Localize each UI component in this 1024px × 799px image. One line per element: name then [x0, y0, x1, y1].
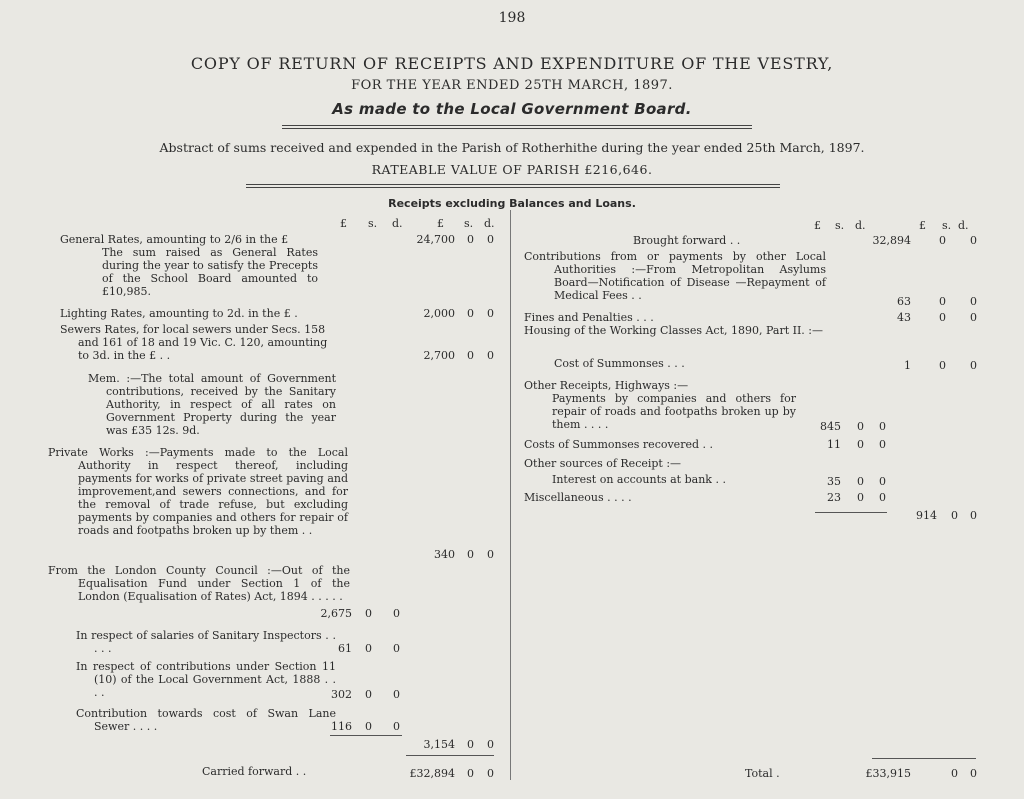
summonses-recovered-shillings: 0 [857, 438, 864, 451]
lcc-label: From the London County Council :—Out of the Equalisation Fund under Section 1 of the London (Equalisation of Rates) Act, 1894 . . . . . [48, 564, 350, 603]
title-line-1: COPY OF RETURN OF RECEIPTS AND EXPENDITURE OF THE VESTRY, [190, 54, 834, 73]
swan-lane-label: Contribution towards cost of Swan Lane Sewer . . . . [76, 707, 336, 733]
right-outer-shilling-header: s. [942, 219, 952, 232]
swan-lane-shillings: 0 [365, 720, 372, 733]
contributions-pence: 0 [393, 688, 400, 701]
brought-forward-label: Brought forward . . [633, 234, 741, 247]
left-inner-pence-header: d. [392, 217, 403, 230]
swan-lane-pounds: 116 [331, 720, 352, 733]
summonses-pounds: 1 [904, 359, 911, 372]
brought-forward-pence: 0 [970, 234, 977, 247]
fines-pence: 0 [970, 311, 977, 324]
sanitary-pounds: 61 [338, 642, 352, 655]
private-works-shillings: 0 [467, 548, 474, 561]
miscellaneous-label: Miscellaneous . . . . [524, 491, 632, 504]
interest-pence: 0 [879, 475, 886, 488]
sewers-rates-shillings: 0 [467, 349, 474, 362]
miscellaneous-pounds: 23 [827, 491, 841, 504]
total-shillings: 0 [951, 767, 958, 780]
sewers-rates-pence: 0 [487, 349, 494, 362]
total-label: Total . [745, 767, 780, 780]
general-rates-label: General Rates, amounting to 2/6 in the £ [60, 233, 289, 246]
total-pounds: £33,915 [865, 767, 911, 780]
lighting-rates-shillings: 0 [467, 307, 474, 320]
other-total-pounds: 914 [916, 509, 937, 522]
miscellaneous-pence: 0 [879, 491, 886, 504]
fines-label: Fines and Penalties . . . [524, 311, 654, 324]
summonses-recovered-pounds: 11 [827, 438, 841, 451]
section-rule-top [246, 184, 780, 185]
sewers-rates-label: Sewers Rates, for local sewers under Secs. 158 and 161 of 18 and 19 Vic. C. 120, amounting to 3d. in the £ . . [60, 323, 328, 362]
interest-label: Interest on accounts at bank . . [552, 473, 726, 486]
lighting-rates-pounds: 2,000 [423, 307, 455, 320]
summonses-recovered-pence: 0 [879, 438, 886, 451]
carried-forward-pence: 0 [487, 767, 494, 780]
carried-forward-shillings: 0 [467, 767, 474, 780]
lcc-subtotal-rule [330, 735, 402, 736]
other-authorities-label: Contributions from or payments by other Local Authorities :—From Metropolitan Asylums Board—Notification of Disease —Repayment of Medical Fees . . [524, 250, 826, 302]
other-total-pence: 0 [970, 509, 977, 522]
sanitary-label: In respect of salaries of Sanitary Inspectors . . . . . [76, 629, 336, 655]
highways-label: Other Receipts, Highways :— [524, 379, 689, 392]
lighting-rates-pence: 0 [487, 307, 494, 320]
title-line-2: FOR THE YEAR ENDED 25TH MARCH, 1897. [351, 78, 673, 93]
total-pence: 0 [970, 767, 977, 780]
rateable-value: RATEABLE VALUE OF PARISH £216,646. [371, 162, 653, 177]
title-rule-top [282, 125, 752, 126]
carried-forward-rule [406, 755, 494, 756]
sanitary-pence: 0 [393, 642, 400, 655]
miscellaneous-shillings: 0 [857, 491, 864, 504]
interest-pounds: 35 [827, 475, 841, 488]
lcc-pounds: 2,675 [320, 607, 352, 620]
right-inner-pence-header: d. [855, 219, 866, 232]
sewers-rates-pounds: 2,700 [423, 349, 455, 362]
general-rates-pounds: 24,700 [416, 233, 455, 246]
title-line-3: As made to the Local Government Board. [332, 100, 692, 118]
carried-forward-pounds: £32,894 [409, 767, 455, 780]
highways-pounds: 845 [820, 420, 841, 433]
other-total-shillings: 0 [951, 509, 958, 522]
column-divider [510, 210, 511, 780]
right-inner-shilling-header: s. [835, 219, 845, 232]
lcc-pence: 0 [393, 607, 400, 620]
contributions-shillings: 0 [365, 688, 372, 701]
page-number: 198 [498, 10, 526, 26]
other-sources-label: Other sources of Receipt :— [524, 457, 682, 470]
contributions-label: In respect of contributions under Section 11 (10) of the Local Government Act, 1888 . . . . [76, 660, 336, 699]
highways-detail: Payments by companies and others for repair of roads and footpaths broken up by them . . . . [552, 392, 796, 431]
right-outer-pence-header: d. [958, 219, 969, 232]
abstract-line: Abstract of sums received and expended in the Parish of Rotherhithe during the year ended 25th March, 1897. [159, 140, 865, 155]
interest-shillings: 0 [857, 475, 864, 488]
fines-shillings: 0 [939, 311, 946, 324]
fines-pounds: 43 [897, 311, 911, 324]
highways-shillings: 0 [857, 420, 864, 433]
right-outer-pound-header: £ [919, 219, 926, 232]
summonses-pence: 0 [970, 359, 977, 372]
title-rule-bottom [282, 128, 752, 129]
housing-label: Housing of the Working Classes Act, 1890, Part II. :— [524, 324, 824, 337]
private-works-label: Private Works :—Payments made to the Local Authority in respect thereof, including payments for works of private street paving and improvement,and sewers connections, and for the removal of trade refuse, but excluding payments by companies and others for repair of roads and footpaths broken up by them . . [48, 446, 348, 537]
lcc-total-shillings: 0 [467, 738, 474, 751]
lcc-total-pounds: 3,154 [423, 738, 455, 751]
swan-lane-pence: 0 [393, 720, 400, 733]
other-authorities-pence: 0 [970, 295, 977, 308]
summonses-shillings: 0 [939, 359, 946, 372]
sanitary-shillings: 0 [365, 642, 372, 655]
brought-forward-pounds: 32,894 [872, 234, 911, 247]
summonses-recovered-label: Costs of Summonses recovered . . [524, 438, 713, 451]
section-heading: Receipts excluding Balances and Loans. [388, 197, 636, 210]
contributions-pounds: 302 [331, 688, 352, 701]
memo-note: Mem. :—The total amount of Government contributions, received by the Sanitary Authority, in respect of all rates on Government Property during the year was £35 12s. 9d. [88, 372, 336, 437]
highways-pence: 0 [879, 420, 886, 433]
general-rates-pence: 0 [487, 233, 494, 246]
right-inner-pound-header: £ [814, 219, 821, 232]
section-rule-bottom [246, 187, 780, 188]
lcc-shillings: 0 [365, 607, 372, 620]
private-works-pounds: 340 [434, 548, 455, 561]
other-authorities-pounds: 63 [897, 295, 911, 308]
general-rates-note: The sum raised as General Rates during the year to satisfy the Precepts of the School Board amounted to £10,985. [102, 246, 318, 298]
carried-forward-label: Carried forward . . [202, 765, 307, 778]
general-rates-shillings: 0 [467, 233, 474, 246]
left-outer-shilling-header: s. [464, 217, 474, 230]
left-outer-pence-header: d. [484, 217, 495, 230]
lcc-total-pence: 0 [487, 738, 494, 751]
private-works-pence: 0 [487, 548, 494, 561]
brought-forward-shillings: 0 [939, 234, 946, 247]
left-inner-shilling-header: s. [368, 217, 378, 230]
left-outer-pound-header: £ [437, 217, 444, 230]
other-subtotal-rule [815, 512, 887, 513]
other-authorities-shillings: 0 [939, 295, 946, 308]
summonses-label: Cost of Summonses . . . [554, 357, 685, 370]
total-rule [872, 758, 976, 759]
left-inner-pound-header: £ [340, 217, 347, 230]
lighting-rates-label: Lighting Rates, amounting to 2d. in the £ . [60, 307, 298, 320]
